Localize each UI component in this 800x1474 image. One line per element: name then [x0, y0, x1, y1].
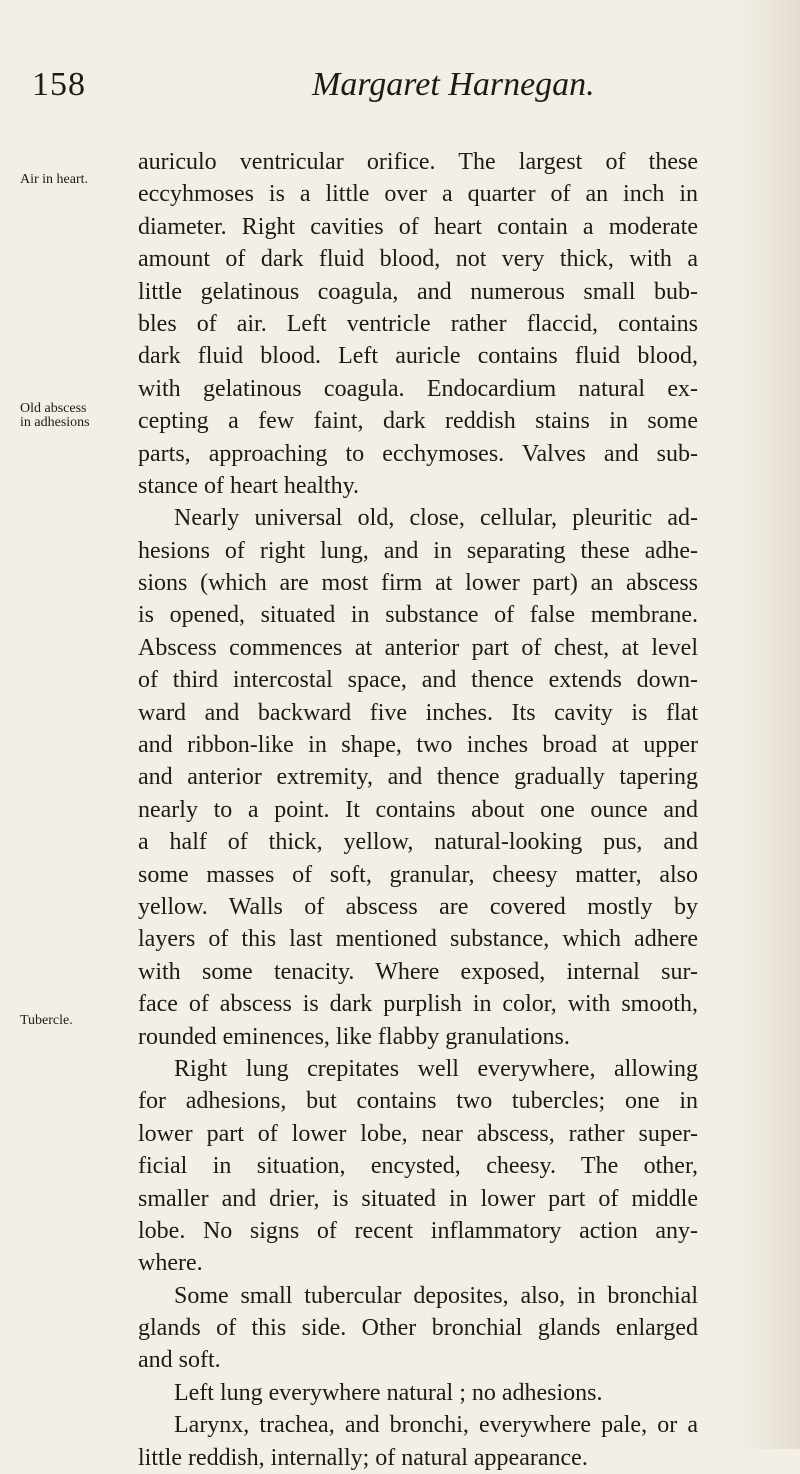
- text-line: Larynx, trachea, and bronchi, everywhere pale, or a: [174, 1412, 698, 1439]
- text-line: parts, approaching to ecchymoses. Valves and sub-: [138, 440, 698, 467]
- page-edge-shadow: [740, 0, 800, 1449]
- text-line: for adhesions, but contains two tubercles; one in: [138, 1088, 698, 1115]
- text-line: glands of this side. Other bronchial glands enlarged: [138, 1315, 698, 1342]
- text-line: Abscess commences at anterior part of chest, at level: [138, 634, 698, 661]
- text-line: little reddish, internally; of natural appearance.: [138, 1444, 588, 1471]
- text-line: face of abscess is dark purplish in color, with smooth,: [138, 991, 698, 1018]
- margin-note-air-in-heart: Air in heart.: [20, 172, 89, 187]
- text-line: a half of thick, yellow, natural-looking pus, and: [138, 829, 698, 856]
- text-line: eccyhmoses is a little over a quarter of an inch in: [138, 181, 698, 208]
- text-line: Some small tubercular deposites, also, in bronchial: [174, 1282, 698, 1309]
- text-line: sions (which are most firm at lower part) an abscess: [138, 570, 698, 597]
- text-line: little gelatinous coagula, and numerous small bub-: [138, 278, 698, 305]
- text-line: bles of air. Left ventricle rather flaccid, contains: [138, 310, 698, 337]
- margin-note-in-adhesions: in adhesions: [20, 415, 90, 430]
- text-line: cepting a few faint, dark reddish stains in some: [138, 408, 698, 435]
- text-line: hesions of right lung, and in separating these adhe-: [138, 537, 698, 564]
- text-line: is opened, situated in substance of false membrane.: [138, 602, 698, 629]
- text-line: where.: [138, 1250, 203, 1277]
- text-line: Left lung everywhere natural ; no adhesions.: [174, 1379, 603, 1406]
- text-line: stance of heart healthy.: [138, 472, 360, 499]
- body-text: [138, 146, 698, 1474]
- margin-note-tubercle: Tubercle.: [20, 1013, 73, 1028]
- text-line: amount of dark fluid blood, not very thick, with a: [138, 246, 698, 273]
- running-title: Margaret Harnegan.: [312, 66, 595, 103]
- text-line: with some tenacity. Where exposed, internal sur-: [138, 958, 698, 985]
- text-line: Nearly universal old, close, cellular, pleuritic ad-: [174, 505, 698, 532]
- text-line: of third intercostal space, and thence extends down-: [138, 667, 698, 694]
- text-line: and ribbon-like in shape, two inches broad at upper: [138, 732, 698, 759]
- text-line: nearly to a point. It contains about one ounce and: [138, 796, 698, 823]
- text-line: lower part of lower lobe, near abscess, rather super-: [138, 1120, 698, 1147]
- text-line: smaller and drier, is situated in lower part of middle: [138, 1185, 698, 1212]
- text-line: dark fluid blood. Left auricle contains fluid blood,: [138, 343, 698, 370]
- text-line: lobe. No signs of recent inflammatory action any-: [138, 1217, 698, 1244]
- text-line: layers of this last mentioned substance, which adhere: [138, 926, 698, 953]
- margin-note-old-abscess: Old abscess: [20, 401, 87, 416]
- text-line: diameter. Right cavities of heart contain a moderate: [138, 213, 698, 240]
- page-header: [32, 66, 732, 116]
- text-line: rounded eminences, like flabby granulations.: [138, 1023, 570, 1050]
- text-line: with gelatinous coagula. Endocardium natural ex-: [138, 375, 698, 402]
- text-line: Right lung crepitates well everywhere, allowing: [174, 1055, 698, 1082]
- text-line: and soft.: [138, 1347, 221, 1374]
- page-number: 158: [32, 66, 86, 103]
- text-line: yellow. Walls of abscess are covered mostly by: [138, 893, 698, 920]
- text-line: ward and backward five inches. Its cavity is flat: [138, 699, 698, 726]
- text-line: some masses of soft, granular, cheesy matter, also: [138, 861, 698, 888]
- text-line: and anterior extremity, and thence gradually tapering: [138, 764, 698, 791]
- text-line: auriculo ventricular orifice. The largest of these: [138, 149, 698, 175]
- text-line: ficial in situation, encysted, cheesy. The other,: [138, 1153, 698, 1180]
